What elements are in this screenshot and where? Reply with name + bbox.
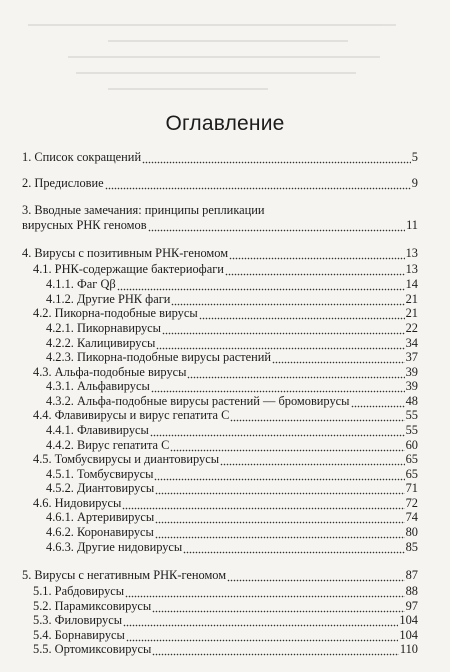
toc-page-number: 21 (405, 292, 418, 306)
toc-entry[interactable] (22, 584, 418, 598)
toc-entry-label: 4.2.1. Пикорнавирусы (46, 321, 161, 335)
leader-dots (125, 584, 405, 598)
leader-dots (351, 394, 405, 408)
leader-dots (152, 599, 404, 613)
leader-dots (220, 452, 405, 466)
toc-entry-label: 5. Вирусы с негативным РНК-геномом (22, 568, 227, 582)
toc-entry-label: 4.1. РНК-содержащие бактериофаги (33, 262, 224, 276)
toc-entry[interactable] (22, 408, 418, 422)
toc-page-number: 87 (405, 568, 418, 582)
leader-dots (170, 438, 404, 452)
toc-entry-label: 4.2.2. Калицивирусы (46, 336, 156, 350)
toc-page-number: 97 (405, 599, 418, 613)
leader-dots (225, 262, 405, 276)
toc-entry[interactable] (22, 336, 418, 350)
leader-dots (156, 336, 404, 350)
toc-page-number: 14 (405, 277, 418, 291)
toc-entry[interactable] (22, 246, 418, 260)
toc-page-number: 71 (405, 481, 418, 495)
leader-dots (155, 525, 405, 539)
toc-entry[interactable] (22, 150, 418, 164)
toc-entry[interactable] (22, 496, 418, 510)
toc-entry-label: 5.1. Рабдовирусы (33, 584, 125, 598)
page-title: Оглавление (165, 112, 285, 135)
toc-entry-label: 4. Вирусы с позитивным РНК-геномом (22, 246, 229, 260)
toc-entry[interactable] (22, 642, 418, 656)
toc-entry-label: 4.3.2. Альфа-подобные вирусы растений — бромовирусы (46, 394, 350, 408)
leader-dots (162, 321, 405, 335)
toc-entry-label: 5.3. Филовирусы (33, 613, 123, 627)
toc-entry-label: вирусных РНК геномов (22, 218, 147, 232)
toc-page-number: 9 (411, 176, 418, 190)
toc-entry-label: 4.4. Флавивирусы и вирус гепатита С (33, 408, 230, 422)
toc-page-number: 104 (399, 628, 418, 642)
toc-page-number: 80 (405, 525, 418, 539)
toc-entry[interactable] (22, 613, 418, 627)
toc-entry[interactable] (22, 350, 418, 364)
leader-dots (142, 150, 411, 164)
toc-entry[interactable] (22, 467, 418, 481)
toc-page-number: 60 (405, 438, 418, 452)
toc-entry[interactable] (22, 568, 418, 582)
leader-dots (155, 510, 404, 524)
toc-entry-label: 4.4.2. Вирус гепатита С (46, 438, 170, 452)
toc-entry-label: 5.5. Ортомиксовирусы (33, 642, 152, 656)
leader-dots (171, 292, 404, 306)
toc-entry[interactable] (22, 481, 418, 495)
leader-dots (272, 350, 405, 364)
toc-page-number: 104 (399, 613, 418, 627)
toc-entry[interactable] (22, 438, 418, 452)
toc-entry-label: 4.5.1. Томбусвирусы (46, 467, 154, 481)
toc-page-number: 88 (405, 584, 418, 598)
leader-dots (152, 642, 399, 656)
toc-entry-label: 4.3. Альфа-подобные вирусы (33, 365, 187, 379)
toc-entry[interactable] (22, 599, 418, 613)
leader-dots (154, 467, 404, 481)
toc-entry[interactable] (22, 394, 418, 408)
toc-entry[interactable] (22, 628, 418, 642)
toc-page-number: 22 (405, 321, 418, 335)
toc-page-number: 11 (406, 218, 418, 232)
toc-page-number: 39 (405, 379, 418, 393)
toc-entry-label: 4.2.3. Пикорна-подобные вирусы растений (46, 350, 272, 364)
leader-dots (187, 365, 404, 379)
toc-entry[interactable] (22, 423, 418, 437)
toc-entry[interactable] (22, 306, 418, 320)
toc-entry[interactable] (22, 452, 418, 466)
toc-entry-label: 4.6. Нидовирусы (33, 496, 122, 510)
toc-entry-label: 5.2. Парамиксовирусы (33, 599, 152, 613)
toc-entry[interactable] (22, 321, 418, 335)
toc-page-number: 48 (405, 394, 418, 408)
toc-entry-label: 4.6.2. Коронавирусы (46, 525, 154, 539)
leader-dots (105, 176, 411, 190)
toc-page-number: 65 (405, 467, 418, 481)
toc-page-number: 39 (405, 365, 418, 379)
toc-entry[interactable] (22, 510, 418, 524)
toc-entry-label: 5.4. Борнавирусы (33, 628, 125, 642)
toc-entry[interactable] (22, 277, 418, 291)
leader-dots (229, 246, 405, 260)
toc-page-number: 13 (405, 262, 418, 276)
toc-entry-label: 4.1.1. Фаг Qβ (46, 277, 116, 291)
leader-dots (126, 628, 399, 642)
toc-entry[interactable] (22, 292, 418, 306)
leader-dots (155, 481, 404, 495)
toc-entry-label: 4.4.1. Флавивирусы (46, 423, 149, 437)
toc-page-number: 65 (405, 452, 418, 466)
leader-dots (230, 408, 404, 422)
toc-page-number: 55 (405, 408, 418, 422)
leader-dots (148, 218, 406, 232)
toc-page-number: 5 (411, 150, 418, 164)
leader-dots (117, 277, 405, 291)
toc-page-number: 74 (405, 510, 418, 524)
leader-dots (150, 423, 405, 437)
toc-entry[interactable] (22, 379, 418, 393)
toc-page-number: 37 (405, 350, 418, 364)
toc-entry-intro[interactable] (22, 218, 418, 232)
toc-page-number: 13 (405, 246, 418, 260)
leader-dots (199, 306, 405, 320)
leader-dots (183, 540, 404, 554)
toc-page-number: 34 (405, 336, 418, 350)
toc-page-number: 55 (405, 423, 418, 437)
toc-page-number: 85 (405, 540, 418, 554)
toc-entry-label: 4.6.1. Артеривирусы (46, 510, 155, 524)
toc-entry-label: 4.2. Пикорна-подобные вирусы (33, 306, 198, 320)
toc-entry-label: 2. Предисловие (22, 176, 104, 190)
leader-dots (151, 379, 405, 393)
leader-dots (123, 613, 398, 627)
toc-entry[interactable] (22, 525, 418, 539)
toc-page-number: 110 (399, 642, 418, 656)
toc-entry-label: 4.1.2. Другие РНК фаги (46, 292, 171, 306)
toc-entry[interactable] (22, 262, 418, 276)
toc-entry-label: 4.5.2. Диантовирусы (46, 481, 155, 495)
toc-entry[interactable] (22, 176, 418, 190)
leader-dots (122, 496, 404, 510)
toc-entry-intro-line1: 3. Вводные замечания: принципы репликации (22, 203, 265, 217)
leader-dots (227, 568, 405, 582)
toc-entry-label: 4.5. Томбусвирусы и диантовирусы (33, 452, 220, 466)
toc-entry[interactable] (22, 365, 418, 379)
toc-entry[interactable] (22, 540, 418, 554)
toc-entry-label: 4.3.1. Альфавирусы (46, 379, 150, 393)
toc-page-number: 72 (405, 496, 418, 510)
toc-page-number: 21 (405, 306, 418, 320)
toc-entry-label: 1. Список сокращений (22, 150, 142, 164)
toc-entry-label: 4.6.3. Другие нидовирусы (46, 540, 183, 554)
